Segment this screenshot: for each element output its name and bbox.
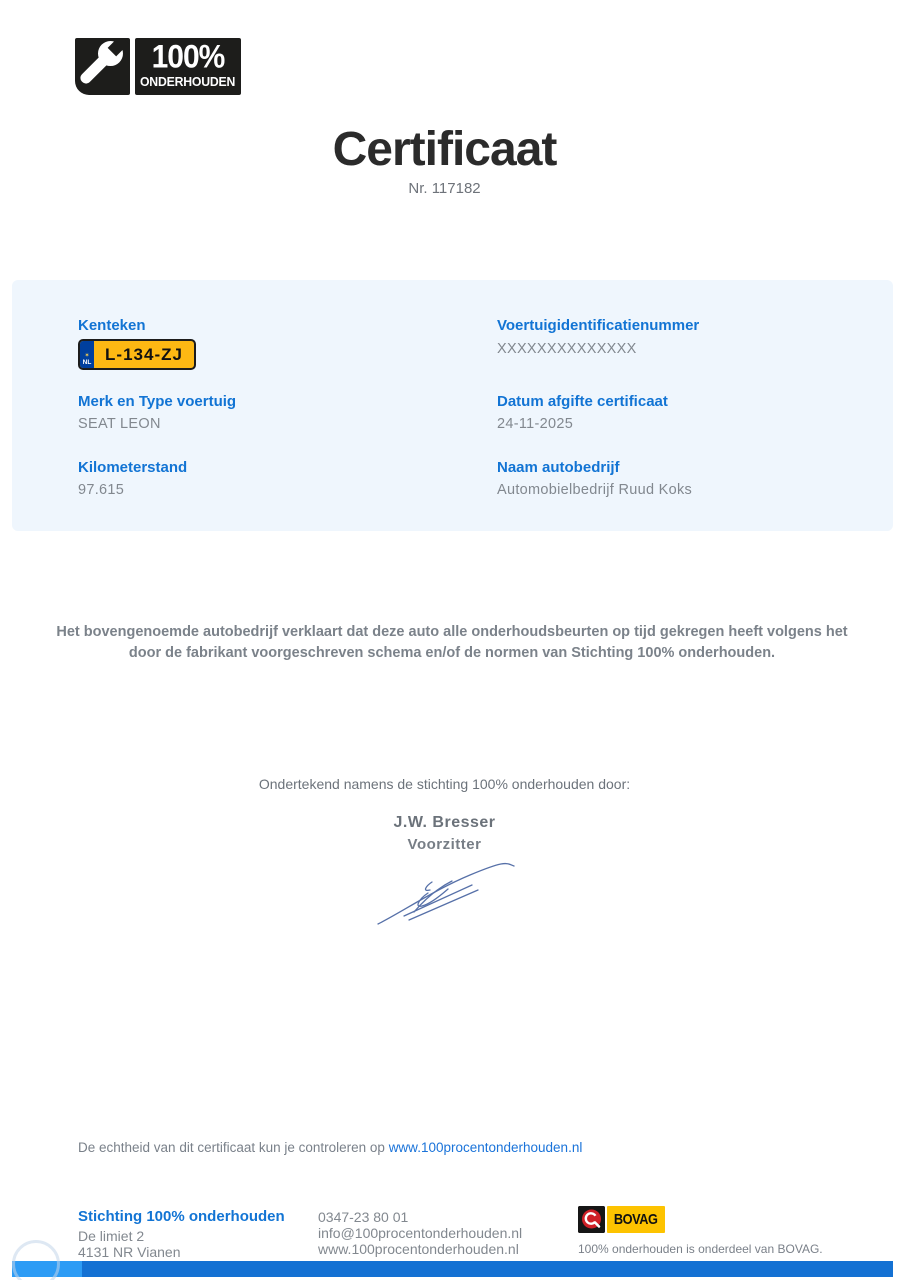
bovag-emblem-icon <box>578 1206 605 1233</box>
brand-logo <box>75 38 241 95</box>
certificate-number: Nr. 117182 <box>408 180 481 197</box>
footer-address-line1: De limiet 2 <box>78 1228 145 1244</box>
datum-value: 24-11-2025 <box>497 416 574 432</box>
logo-text-block <box>135 38 241 95</box>
merk-value: SEAT LEON <box>78 416 161 432</box>
eu-stars-icon: ✶ <box>84 353 90 359</box>
autobedrijf-value: Automobielbedrijf Ruud Koks <box>497 482 693 498</box>
vin-label: Voertuigidentificatienummer <box>497 317 700 334</box>
merk-label: Merk en Type voertuig <box>78 393 237 410</box>
verify-text: De echtheid van dit certificaat kun je controleren op <box>78 1140 389 1155</box>
datum-label: Datum afgifte certificaat <box>497 393 668 410</box>
bovag-logo <box>578 1206 665 1233</box>
footer-phone: 0347-23 80 01 <box>318 1209 409 1225</box>
signer-role: Voorzitter <box>407 836 482 853</box>
plate-number: L-134-ZJ <box>105 344 183 364</box>
wrench-icon <box>75 38 130 95</box>
signer-name: J.W. Bresser <box>393 814 496 831</box>
footer-org-name: Stichting 100% onderhouden <box>78 1208 285 1225</box>
kilometerstand-label: Kilometerstand <box>78 459 188 476</box>
vin-value: XXXXXXXXXXXXXX <box>497 341 637 357</box>
plate-eu-strip <box>80 341 94 368</box>
footer-email: info@100procentonderhouden.nl <box>318 1225 523 1241</box>
logo-brand-text: ONDERHOUDEN <box>140 74 236 89</box>
footer-website: www.100procentonderhouden.nl <box>318 1241 519 1257</box>
footer-address-line2: 4131 NR Vianen <box>78 1244 181 1260</box>
logo-percent-text: 100% <box>151 39 225 76</box>
license-plate <box>78 339 196 370</box>
autobedrijf-label: Naam autobedrijf <box>497 459 620 476</box>
kenteken-label: Kenteken <box>78 317 146 334</box>
watermark-circle <box>12 1240 60 1280</box>
verify-line <box>78 1140 582 1155</box>
page-title: Certificaat <box>332 123 557 176</box>
logo-wrench-block <box>75 38 130 95</box>
signing-intro: Ondertekend namens de stichting 100% onderhouden door: <box>258 776 631 792</box>
bovag-note: 100% onderhouden is onderdeel van BOVAG. <box>578 1242 823 1256</box>
kilometerstand-value: 97.615 <box>78 482 125 498</box>
footer-bar <box>12 1261 893 1277</box>
bovag-wordmark-block <box>607 1206 665 1233</box>
signature-scribble <box>372 858 522 938</box>
bovag-wordmark: BOVAG <box>614 1211 658 1228</box>
declaration-text: Het bovengenoemde autobedrijf verklaart dat deze auto alle onderhoudsbeurten op tijd gekregen heeft volgens het door de fabrikant voorgeschreven schema en/of de normen van Stichting 100% onderhouden. <box>56 624 848 661</box>
plate-country-code: NL <box>82 359 92 366</box>
verify-link[interactable]: www.100procentonderhouden.nl <box>388 1140 583 1155</box>
